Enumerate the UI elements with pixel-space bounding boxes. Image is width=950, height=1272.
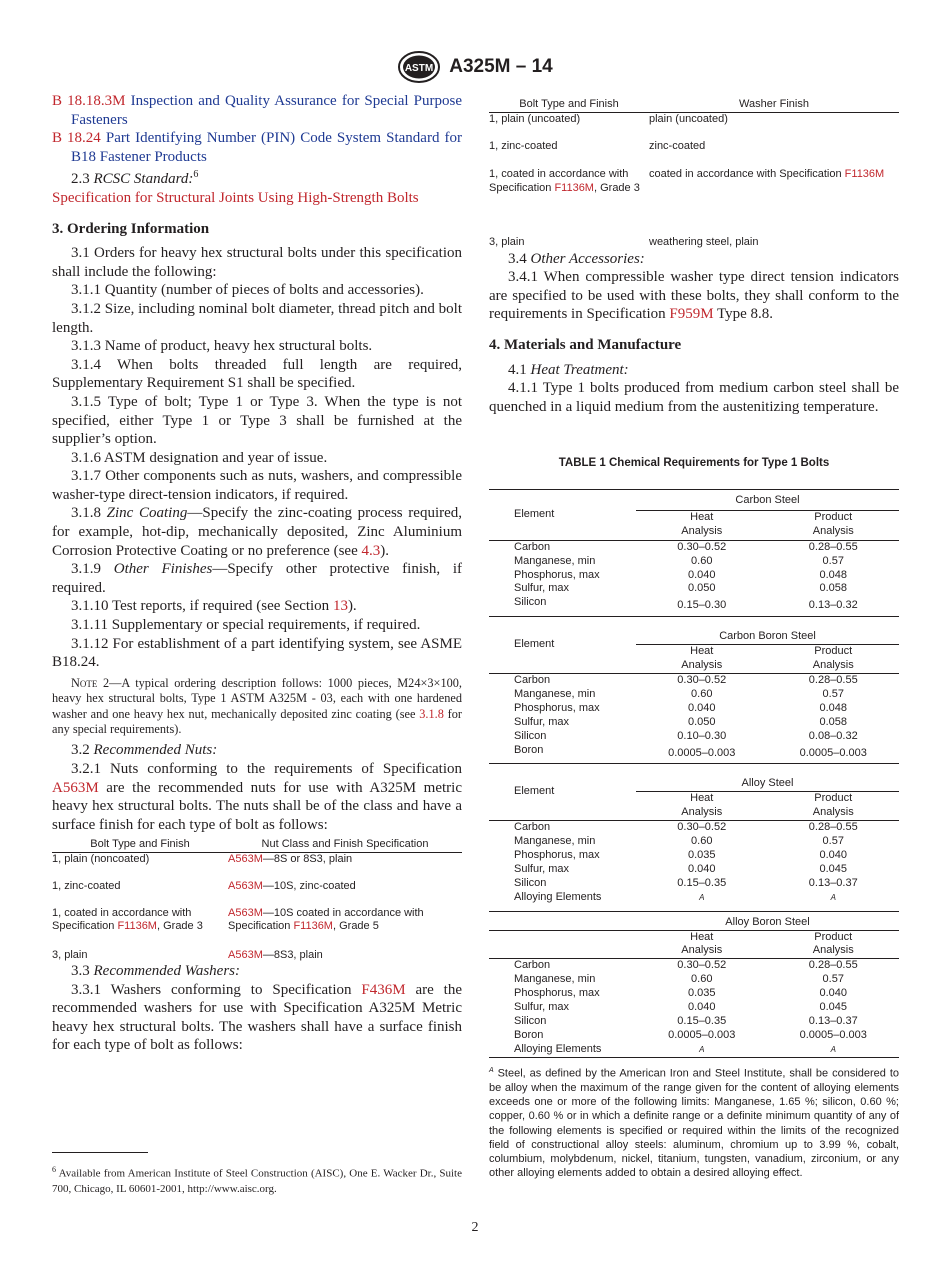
section-heading: Carbon Boron Steel xyxy=(636,617,899,645)
para-3-1-12: 3.1.12 For establishment of a part identifying system, see ASME B18.24. xyxy=(52,635,462,671)
table-row: Manganese, min 0.60 0.57 xyxy=(514,687,844,700)
footnote-6: $^6$ Available from American Institute of Steel Construction (AISC), One E. Wacker Dr., Suite 700, Chicago, IL 60601-2001, http://www.aisc.org. xyxy=(52,1165,462,1196)
ref-link[interactable]: B 18.24 xyxy=(52,130,101,147)
spec-link[interactable]: F959M xyxy=(669,306,714,323)
astm-logo-icon xyxy=(397,50,441,84)
para-3-1-11: 3.1.11 Supplementary or special requirements, if required. xyxy=(71,617,421,634)
para-3-1-9: 3.1.9 Other Finishes—Specify other protective finish, if required. xyxy=(52,561,462,596)
ref-link[interactable]: Part Identifying Number (PIN) Code System Standard for B18 Fastener Products xyxy=(71,130,462,165)
note-2: Note 2—A typical ordering description follows: 1000 pieces, M24×3×100, heavy hex structural bolts, Type 1 ASTM A325M - 03, each with one hardened washer and one heavy hex nut, mechanically deposited zinc coating (see 3.1.8 for any special requirements). xyxy=(52,675,462,737)
table-row: Boron 0.0005–0.003 0.0005–0.003 xyxy=(514,743,867,759)
column-header: Nut Class and Finish Specification xyxy=(228,838,462,852)
element-header: Element xyxy=(489,490,636,541)
table-row: Phosphorus, max 0.035 0.040 xyxy=(514,987,848,1000)
section-heading: Alloy Boron Steel xyxy=(636,911,899,930)
column-header: Bolt Type and Finish xyxy=(52,838,228,852)
para-4-1-1: 4.1.1 Type 1 bolts produced from medium carbon steel shall be quenched in a liquid medium from the austenitizing temperature. xyxy=(489,380,899,415)
table-row: Silicon 0.15–0.35 0.13–0.37 xyxy=(514,876,858,889)
table-row: 1, plain (uncoated) plain (uncoated) xyxy=(489,112,728,125)
svg-text:ASTM: ASTM xyxy=(405,63,434,74)
para-3-2-1: 3.2.1 Nuts conforming to the requirements of Specification A563M are the recommended nuts for use with A325M metric heavy hex structural bolts. The nuts shall be of the class and have a surface finish for each type of bolt as follows: xyxy=(52,761,462,833)
chemical-requirements-table: Element Carbon Steel Heat Product Analysis Analysis Carbon 0.30–0.52 0.28–0.55 Manganese, min 0.60 0.57 Phosphorus, max 0.040 0.048 Sulfur, max 0.050 0.058 Silicon 0.15–0.30 0.13–0.32 Element Carbon Boron Steel Heat Product Analysis Analysis Carbon 0.30–0.52 0.28–0.55 Manganese, min 0.60 0.57 Phosphorus, max 0.040 0.048 Sulfur, max 0.050 0.058 Silicon 0.10–0.30 0.08–0.32 Boron 0.0005–0.003 0.0005–0.003 Element Alloy Steel Heat Product Analysis Analysis Carbon 0.30–0.52 0.28–0.55 Manganese, min 0.60 0.57 Phosphorus, max 0.035 0.040 Sulfur, max 0.040 0.045 Silicon 0.15–0.35 0.13–0.37 Alloying Elements A A Alloy Boron Steel Heat Product Analysis Analysis Carbon 0.30–0.52 0.28–0.55 Manganese, min 0.60 0.57 Phosphorus, max 0.035 0.040 Sulfur, max 0.040 0.045 Silicon 0.15–0.35 0.13–0.37 Boron 0.0005–0.003 0.0005–0.003 Alloying Elements A A xyxy=(489,489,899,1058)
table-row: Boron 0.0005–0.003 0.0005–0.003 xyxy=(514,1028,867,1041)
nut-table xyxy=(52,838,462,962)
spec-link[interactable]: F1136M xyxy=(554,181,594,194)
table-row: Alloying Elements A A xyxy=(489,1043,899,1057)
section-heading: Carbon Steel xyxy=(636,490,899,511)
table-row: Sulfur, max 0.050 0.058 xyxy=(514,582,848,595)
table-1-title: TABLE 1 Chemical Requirements for Type 1 Bolts xyxy=(558,457,830,470)
table-row: Silicon 0.15–0.30 0.13–0.32 xyxy=(514,596,858,612)
section-link[interactable]: 4.3 xyxy=(361,542,381,559)
table-row: 1, coated in accordance with Specification F1136M, Grade 3 A563M—10S coated in accordance with Specification F1136M, Grade 5 xyxy=(52,906,424,933)
reference-b18-18-3m xyxy=(52,92,462,129)
table-row: 3, plain weathering steel, plain xyxy=(489,236,759,249)
standard-designation: A325M – 14 xyxy=(449,56,553,77)
table-row: Phosphorus, max 0.040 0.048 xyxy=(514,568,848,581)
table-row: 1, zinc-coated zinc-coated xyxy=(489,140,706,153)
spec-link[interactable]: F1136M xyxy=(293,920,333,933)
page-header xyxy=(0,50,950,84)
section-3-2: 3.2 Recommended Nuts: xyxy=(71,742,218,759)
spec-link[interactable]: A563M xyxy=(228,948,263,961)
element-header: Element xyxy=(489,617,636,674)
para-3-4-1: 3.4.1 When compressible washer type direct tension indicators are specified to be used with these bolts, they shall conform to the requirements in Specification F959M Type 8.8. xyxy=(489,269,899,323)
column-header: Bolt Type and Finish xyxy=(489,98,649,112)
para-3-3-1: 3.3.1 Washers conforming to Specification F436M are the recommended washers for use with Specification A325M Metric heavy hex structural bolts. The washers shall have a surface finish for each type of bolt as follows: xyxy=(52,981,462,1054)
spec-link[interactable]: F1136M xyxy=(844,168,885,181)
table-row: Phosphorus, max 0.040 0.048 xyxy=(514,701,848,714)
spec-link[interactable]: F1136M xyxy=(117,920,157,933)
element-header: Element xyxy=(489,764,636,821)
section-3-heading: 3. Ordering Information xyxy=(52,220,210,237)
table-row: Manganese, min 0.60 0.57 xyxy=(514,835,844,848)
section-2-3: 2.3 RCSC Standard:$^6$ xyxy=(71,169,199,188)
section-link[interactable]: 3.1.8 xyxy=(419,706,444,721)
washer-table xyxy=(489,98,899,250)
section-3-4: 3.4 Other Accessories: xyxy=(508,250,645,267)
table-row: Alloying Elements A A xyxy=(514,890,836,903)
table-row: Carbon 0.30–0.52 0.28–0.55 xyxy=(489,674,899,688)
spec-link[interactable]: A563M xyxy=(228,853,263,865)
table-row: 1, coated in accordance with Specification F1136M, Grade 3 coated in accordance with Specification F1136M xyxy=(489,168,885,194)
left-column xyxy=(52,92,462,1055)
table-footnote-a: $^A$ Steel, as defined by the American Iron and Steel Institute, shall be considered to be alloy when the maximum of the range given for the content of alloying elements exceeds one or more of the following limits: Manganese, 1.65 %; silicon, 0.60 %; copper, 0.60 % or in which a definite range or a definite minimum quantity of any of the following elements is specified or required within the limits of the recognized field of constructional alloy steels: aluminum, chromium up to 3.99 %, cobalt, columbium, molybdenum, nickel, titanium, tungsten, vanadium, zirconium, or any other alloying elements added to obtain a desired alloying effect. xyxy=(489,1066,899,1180)
column-header: Washer Finish xyxy=(649,98,899,112)
table-row: Carbon 0.30–0.52 0.28–0.55 xyxy=(489,959,899,973)
section-4-1: 4.1 Heat Treatment: xyxy=(508,361,629,378)
para-3-1-6: 3.1.6 ASTM designation and year of issue. xyxy=(71,449,328,466)
spec-link[interactable]: A563M xyxy=(228,906,263,919)
para-3-1-5: 3.1.5 Type of bolt; Type 1 or Type 3. When the type is not specified, either Type 1 or Type 3 shall be furnished at the supplier’s option. xyxy=(52,393,462,448)
table-row: Silicon 0.10–0.30 0.08–0.32 xyxy=(514,729,858,742)
section-4-heading: 4. Materials and Manufacture xyxy=(489,337,682,354)
section-3-3: 3.3 Recommended Washers: xyxy=(71,963,240,980)
rcsc-spec-link[interactable]: Specification for Structural Joints Using High-Strength Bolts xyxy=(52,189,419,206)
table-row: Sulfur, max 0.040 0.045 xyxy=(514,1001,848,1014)
table-row: Carbon 0.30–0.52 0.28–0.55 xyxy=(489,540,899,554)
section-link[interactable]: 13 xyxy=(332,598,348,615)
spec-link[interactable]: F436M xyxy=(361,981,406,998)
table-row: 1, zinc-coated A563M—10S, zinc-coated xyxy=(52,879,356,892)
table-row: 3, plain A563M—8S3, plain xyxy=(52,948,323,961)
para-3-1-2: 3.1.2 Size, including nominal bolt diameter, thread pitch and bolt length. xyxy=(52,300,462,336)
spec-link[interactable]: A563M xyxy=(228,879,263,892)
table-row: 1, plain (noncoated) A563M—8S or 8S3, plain xyxy=(52,853,353,865)
spec-link[interactable]: A563M xyxy=(52,779,99,796)
page-number: 2 xyxy=(471,1220,479,1235)
footnote-rule xyxy=(52,1152,148,1153)
reference-b18-24 xyxy=(52,129,462,166)
para-3-1-4: 3.1.4 When bolts threaded full length are required, Supplementary Requirement S1 shall be specified. xyxy=(52,356,462,392)
table-row: Carbon 0.30–0.52 0.28–0.55 xyxy=(489,821,899,835)
para-3-1-8: 3.1.8 Zinc Coating—Specify the zinc-coating process required, for example, hot-dip, mechanically deposited, Zinc Aluminium Corrosion Protective Coating or no preference (see 4.3). xyxy=(52,505,463,559)
table-row: Silicon 0.15–0.35 0.13–0.37 xyxy=(514,1014,858,1027)
para-3-1-7: 3.1.7 Other components such as nuts, washers, and compressible washer-type direct-tension indicators, if required. xyxy=(52,468,462,503)
ref-link[interactable]: Inspection and Quality Assurance for Special Purpose Fasteners xyxy=(71,93,463,128)
para-3-1-10: 3.1.10 Test reports, if required (see Section 13). xyxy=(71,598,357,615)
table-row: Sulfur, max 0.040 0.045 xyxy=(514,862,848,875)
ref-link[interactable]: B 18.18.3M xyxy=(52,93,126,109)
table-row: Manganese, min 0.60 0.57 xyxy=(514,973,844,986)
para-3-1-1: 3.1.1 Quantity (number of pieces of bolts and accessories). xyxy=(71,282,424,299)
table-row: Manganese, min 0.60 0.57 xyxy=(514,554,844,567)
table-row: Phosphorus, max 0.035 0.040 xyxy=(514,848,848,861)
right-column xyxy=(489,98,899,1181)
para-3-1: 3.1 Orders for heavy hex structural bolts under this specification shall include the following: xyxy=(52,245,462,280)
para-3-1-3: 3.1.3 Name of product, heavy hex structural bolts. xyxy=(71,338,373,355)
table-row: Sulfur, max 0.050 0.058 xyxy=(514,715,848,728)
section-heading: Alloy Steel xyxy=(636,764,899,792)
